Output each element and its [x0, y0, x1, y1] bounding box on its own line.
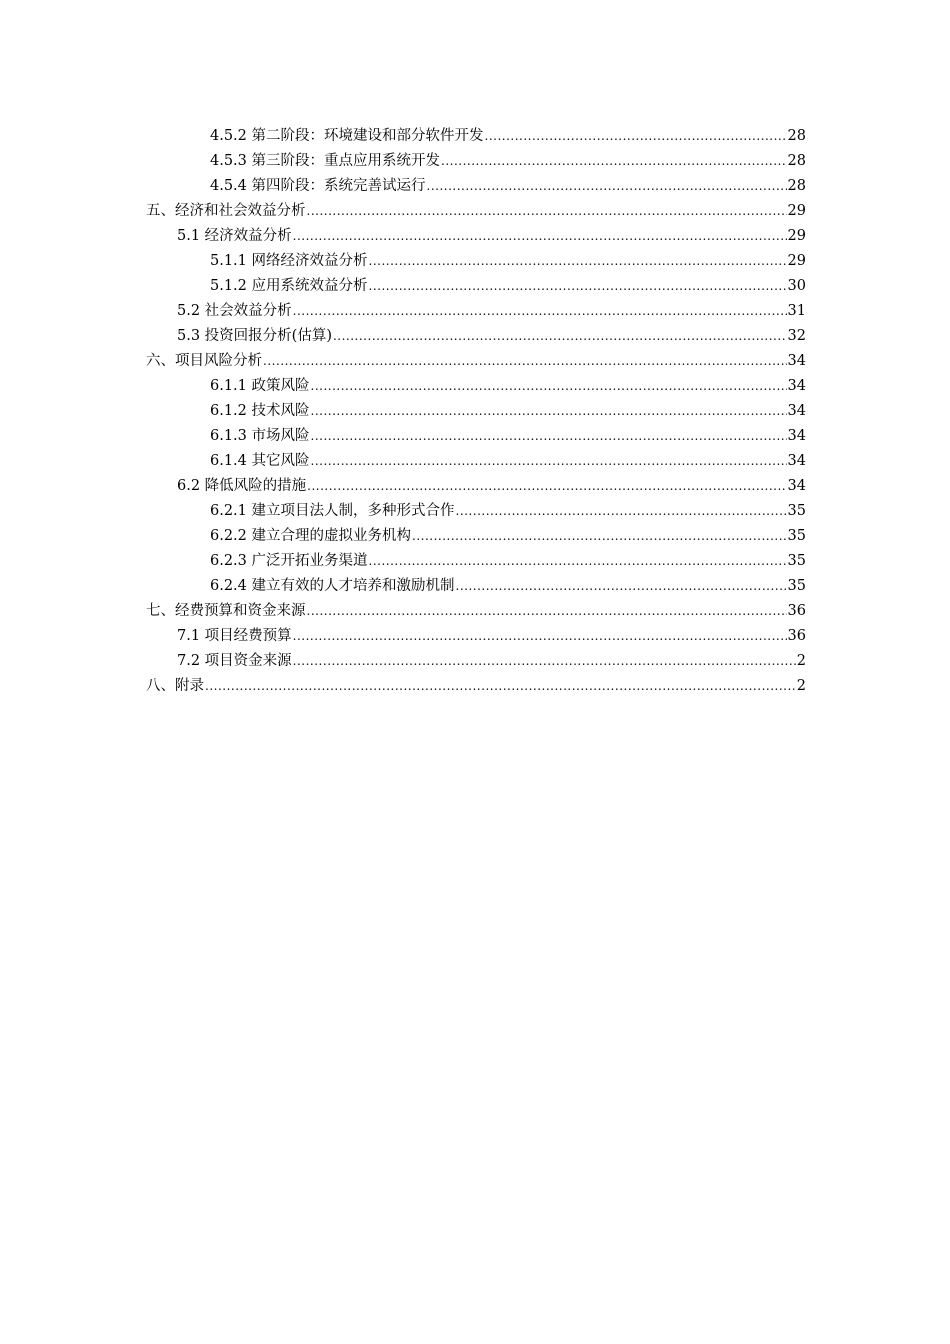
- toc-entry-title: 5.1.1 网络经济效益分析: [210, 253, 368, 269]
- toc-entry-page: 34: [787, 353, 806, 369]
- toc-entry-title: 5.2 社会效益分析: [177, 303, 292, 319]
- toc-entry-page: 34: [787, 378, 806, 394]
- toc-entry-title: 6.1.3 市场风险: [210, 428, 310, 444]
- toc-entry-title: 4.5.4 第四阶段：系统完善试运行: [210, 178, 426, 194]
- toc-entry[interactable]: [146, 199, 806, 224]
- toc-leader: [205, 674, 796, 699]
- toc-leader: [311, 424, 787, 449]
- toc-entry-page: 34: [787, 428, 806, 444]
- toc-entry-title: 6.1.2 技术风险: [210, 403, 310, 419]
- toc-entry-page: 32: [787, 328, 806, 344]
- toc-entry-title: 7.1 项目经费预算: [177, 628, 292, 644]
- toc-leader: [427, 174, 787, 199]
- toc-entry-title: 6.2.1 建立项目法人制，多种形式合作: [210, 503, 455, 519]
- table-of-contents: [146, 124, 806, 699]
- toc-entry-page: 2: [796, 678, 806, 694]
- toc-entry-title: 七、经费预算和资金来源: [146, 603, 306, 619]
- toc-entry-title: 7.2 项目资金来源: [177, 653, 292, 669]
- toc-entry[interactable]: [146, 249, 806, 274]
- toc-leader: [307, 599, 787, 624]
- toc-leader: [293, 649, 796, 674]
- toc-leader: [263, 349, 787, 374]
- toc-leader: [369, 274, 787, 299]
- toc-leader: [293, 624, 787, 649]
- toc-leader: [412, 524, 787, 549]
- toc-leader: [307, 474, 786, 499]
- toc-entry-page: 35: [787, 503, 806, 519]
- toc-entry[interactable]: [146, 149, 806, 174]
- toc-leader: [456, 574, 787, 599]
- toc-entry-title: 6.2.4 建立有效的人才培养和激励机制: [210, 578, 455, 594]
- toc-entry[interactable]: [146, 299, 806, 324]
- toc-entry-page: 28: [787, 153, 806, 169]
- toc-entry-page: 35: [787, 553, 806, 569]
- toc-entry-page: 36: [787, 628, 806, 644]
- toc-entry-title: 6.1.4 其它风险: [210, 453, 310, 469]
- toc-entry-page: 36: [787, 603, 806, 619]
- toc-entry[interactable]: [146, 599, 806, 624]
- toc-entry[interactable]: [146, 649, 806, 674]
- toc-entry[interactable]: [146, 624, 806, 649]
- toc-entry-page: 30: [787, 278, 806, 294]
- toc-leader: [311, 399, 787, 424]
- toc-entry[interactable]: [146, 399, 806, 424]
- toc-entry-title: 6.2 降低风险的措施: [177, 478, 307, 494]
- toc-entry-title: 八、附录: [146, 678, 204, 694]
- toc-entry-title: 5.1 经济效益分析: [177, 228, 292, 244]
- toc-entry-title: 六、项目风险分析: [146, 353, 262, 369]
- toc-entry-page: 29: [787, 228, 806, 244]
- toc-entry-title: 6.1.1 政策风险: [210, 378, 310, 394]
- toc-leader: [456, 499, 787, 524]
- toc-entry-page: 34: [787, 453, 806, 469]
- toc-entry[interactable]: [146, 349, 806, 374]
- toc-entry-title: 6.2.3 广泛开拓业务渠道: [210, 553, 368, 569]
- toc-leader: [311, 374, 787, 399]
- toc-leader: [333, 324, 787, 349]
- toc-entry-title: 4.5.2 第二阶段：环境建设和部分软件开发: [210, 128, 484, 144]
- toc-entry[interactable]: [146, 174, 806, 199]
- toc-entry[interactable]: [146, 124, 806, 149]
- toc-entry-page: 29: [787, 203, 806, 219]
- toc-leader: [369, 549, 787, 574]
- toc-leader: [441, 149, 787, 174]
- toc-entry-page: 28: [787, 128, 806, 144]
- toc-entry-page: 28: [787, 178, 806, 194]
- toc-leader: [307, 199, 787, 224]
- toc-entry-page: 34: [787, 478, 806, 494]
- toc-entry[interactable]: [146, 674, 806, 699]
- toc-entry[interactable]: [146, 324, 806, 349]
- toc-entry[interactable]: [146, 549, 806, 574]
- toc-entry-page: 2: [796, 653, 806, 669]
- toc-entry[interactable]: [146, 224, 806, 249]
- toc-entry-page: 35: [787, 528, 806, 544]
- toc-leader: [485, 124, 787, 149]
- toc-entry[interactable]: [146, 449, 806, 474]
- toc-entry[interactable]: [146, 374, 806, 399]
- toc-leader: [311, 449, 787, 474]
- toc-entry-title: 5.1.2 应用系统效益分析: [210, 278, 368, 294]
- toc-entry-title: 6.2.2 建立合理的虚拟业务机构: [210, 528, 412, 544]
- toc-entry[interactable]: [146, 424, 806, 449]
- toc-entry-title: 五、经济和社会效益分析: [146, 203, 306, 219]
- toc-entry[interactable]: [146, 499, 806, 524]
- toc-entry-title: 4.5.3 第三阶段：重点应用系统开发: [210, 153, 441, 169]
- toc-entry-page: 34: [787, 403, 806, 419]
- toc-entry-page: 35: [787, 578, 806, 594]
- toc-entry[interactable]: [146, 524, 806, 549]
- toc-entry-title: 5.3 投资回报分析(估算): [177, 328, 332, 344]
- toc-entry-page: 31: [787, 303, 806, 319]
- toc-leader: [369, 249, 787, 274]
- toc-entry-page: 29: [787, 253, 806, 269]
- toc-leader: [293, 224, 787, 249]
- toc-entry[interactable]: [146, 574, 806, 599]
- toc-leader: [293, 299, 787, 324]
- toc-entry[interactable]: [146, 474, 806, 499]
- toc-entry[interactable]: [146, 274, 806, 299]
